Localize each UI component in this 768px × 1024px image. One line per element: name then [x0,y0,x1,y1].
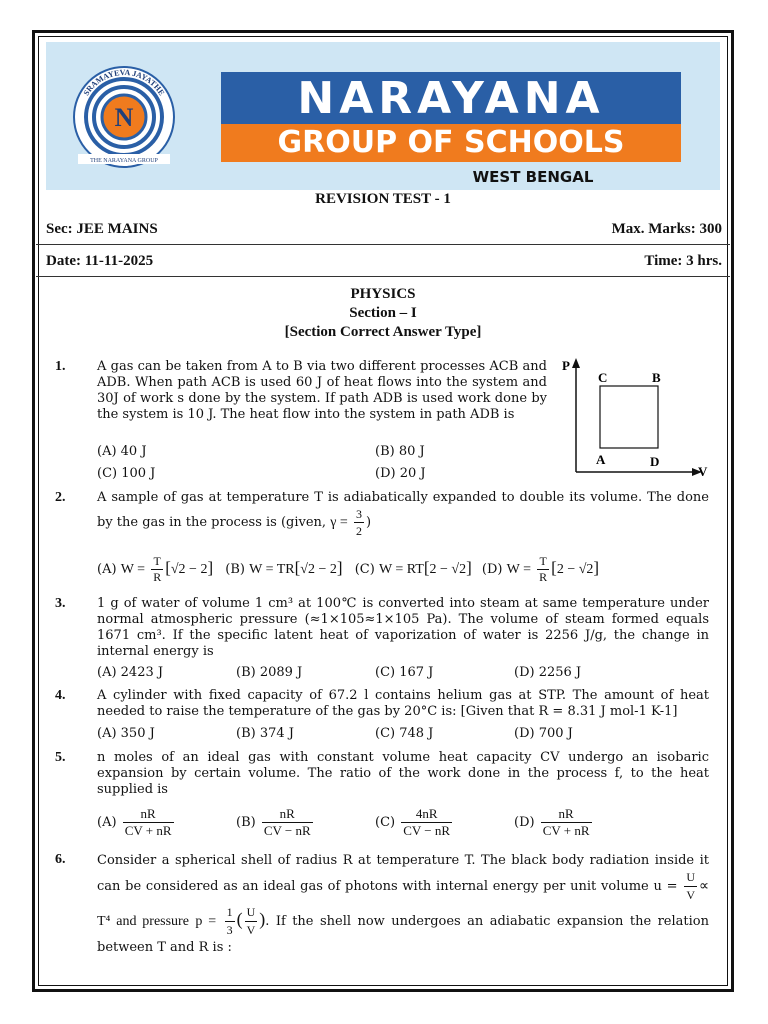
option[interactable]: (A) W = $\frac{T}{R}$ [√2 − 2] [97,554,214,584]
brand-title [221,72,681,164]
option[interactable]: (D) 700 J [514,726,573,741]
axis-p: P [562,358,570,373]
option[interactable]: (A) $\frac{nR}{CV + nR}$ [97,806,172,838]
axis-v: V [698,464,708,479]
svg-text:N: N [114,103,134,132]
svg-text:THE NARAYANA GROUP: THE NARAYANA GROUP [90,158,158,164]
option[interactable]: (D) $\frac{nR}{CV + nR}$ [514,806,590,838]
option[interactable]: (C) W = RT[2 − √2] [354,558,472,577]
question-text: Consider a spherical shell of radius R at temperature T. The black body radiation inside it can be considered as an ideal gas of photons with internal energy per unit volume u = $\frac{U}{V}$ ∝ T⁴ and pressure p = $\frac{1}{3}$ ( $\frac{U}{V}$ ). If the shell now undergoes an adiabatic expansion the relation between T and R is : [97,853,709,955]
options-row [97,554,717,585]
corner-a: A [596,452,606,467]
brand-main: NARAYANA [221,72,681,124]
option[interactable]: (B) 2089 J [236,665,303,680]
question-text: A cylinder with fixed capacity of 67.2 l contains helium gas at STP. The amount of heat needed to raise the temperature of the gas by 20°C is: [Given that R = 8.31 J mol-1 K-1] [97,688,709,719]
option[interactable]: (B) 80 J [375,444,425,459]
option[interactable]: (A) 2423 J [97,665,164,680]
subject-name: PHYSICS [350,286,416,302]
max-marks: Max. Marks: 300 [611,221,722,237]
brand-sub: GROUP OF SCHOOLS [221,124,681,162]
question-number: 6. [55,852,66,867]
test-date: Date: 11-11-2025 [46,253,154,269]
question-type: [Section Correct Answer Type] [284,324,482,340]
corner-c: C [598,370,608,385]
option[interactable]: (C) $\frac{4nR}{CV - nR}$ [375,806,451,838]
question-text: A sample of gas at temperature T is adiabatically expanded to double its volume. The done by the gas in the process is (given, γ = $\frac{3}{2}$ ) [97,490,709,538]
option[interactable]: (D) 2256 J [514,665,582,680]
question-text: 1 g of water of volume 1 cm³ at 100℃ is converted into steam at same temperature under normal atmospheric pressure (≈1×105≈1×105 Pa). The volume of steam formed equals 1671 cm³. If the specific latent heat of vaporization of water is 2256 J/g, the change in internal energy is [97,596,709,659]
corner-b: B [652,370,661,385]
option[interactable]: (B) $\frac{nR}{CV - nR}$ [236,806,311,838]
section-label: Sec: JEE MAINS [46,221,158,237]
test-time: Time: 3 hrs. [644,253,722,269]
option[interactable]: (B) W = TR[√2 − 2] [225,558,343,577]
divider [36,244,730,245]
divider [36,276,730,277]
option[interactable]: (A) 350 J [97,726,155,741]
region-label: WEST BENGAL [472,168,594,186]
option[interactable]: (C) 167 J [375,665,434,680]
question-number: 2. [55,490,66,505]
section-title: Section – I [349,305,417,321]
svg-text:SRAMAYEVA JAYATHE: SRAMAYEVA JAYATHE [81,67,167,98]
option[interactable]: (B) 374 J [236,726,294,741]
option[interactable]: (D) W = $\frac{T}{R}$ [2 − √2] [481,554,600,584]
narayana-logo-icon [64,62,184,172]
question-text: n moles of an ideal gas with constant volume heat capacity CV undergo an isobaric expansion by certain volume. The ratio of the work done in the process f, to the heat supplied is [97,750,709,797]
question-text: A gas can be taken from A to B via two different processes ACB and ADB. When path ACB is used 60 J of heat flows into the system and 30J of work s done by the system. If path ADB is used work done by the system is 10 J. The heat flow into the system in path ADB is [97,359,547,422]
question-number: 4. [55,688,66,703]
corner-d: D [650,454,660,469]
question-number: 1. [55,359,66,374]
option[interactable]: (A) 40 J [97,444,147,459]
option[interactable]: (C) 100 J [97,466,156,481]
question-number: 5. [55,750,66,765]
question-number: 3. [55,596,66,611]
header-banner [46,42,720,190]
test-title: REVISION TEST - 1 [315,191,451,207]
pv-diagram [556,356,712,482]
option[interactable]: (C) 748 J [375,726,434,741]
option[interactable]: (D) 20 J [375,466,426,481]
